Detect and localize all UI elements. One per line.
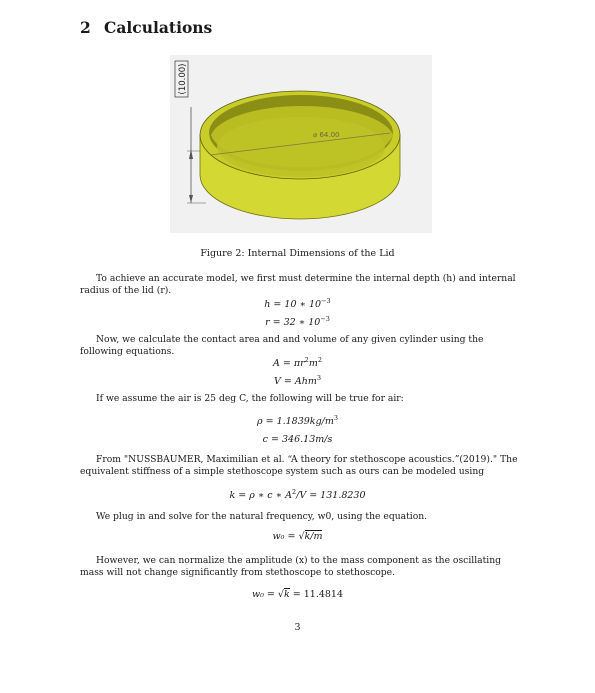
equation-w0-result-lhs: w₀ = <box>251 589 278 600</box>
section-heading <box>80 18 212 37</box>
equation-r <box>0 315 595 328</box>
equation-volume <box>0 374 595 387</box>
equation-density-exponent: 3 <box>333 414 338 422</box>
equation-stiffness-exponent: 2 <box>291 488 297 496</box>
lid-floor-highlight <box>217 117 385 177</box>
equation-w0-radicand: k/m <box>304 531 323 542</box>
equation-area-unit: m <box>308 358 318 369</box>
equation-h-text: h = 10 ∗ 10 <box>264 299 322 310</box>
equation-w0-result-radicand: k <box>283 589 290 600</box>
equation-r-text: r = 32 ∗ 10 <box>265 317 321 328</box>
height-dimension-text: (10.00) <box>178 63 188 95</box>
height-dimension-label <box>175 61 188 97</box>
section-number: 2 <box>80 18 91 37</box>
section-title: Calculations <box>104 18 213 37</box>
equation-area-exp2: 2 <box>317 356 322 364</box>
figure-caption: Figure 2: Internal Dimensions of the Lid <box>200 248 395 259</box>
paragraph-depth-radius: To achieve an accurate model, we first must determine the internal depth (h) and internal radius of the lid (r). <box>80 273 516 296</box>
equation-w0-result <box>0 589 595 600</box>
sqrt-symbol-2: √ <box>277 589 284 600</box>
paragraph-stiffness: From "NUSSBAUMER, Maximilian et al. “A theory for stethoscope acoustics.”(2019)." The equivalent stiffness of a simple stethoscope system such as ours can be modeled using <box>80 454 518 477</box>
equation-h <box>0 297 595 310</box>
equation-stiffness-result: /V = 131.8230 <box>296 490 366 501</box>
paragraph-normalize: However, we can normalize the amplitude (x) to the mass component as the oscillating mass will not change significantly from stethoscope to stethoscope. <box>80 555 502 578</box>
equation-w0-lhs: w₀ = <box>272 531 299 542</box>
equation-area <box>0 356 595 369</box>
sqrt-symbol: √ <box>298 531 305 542</box>
paragraph-natural-frequency: We plug in and solve for the natural frequency, w0, using the equation. <box>96 511 428 522</box>
lid-figure <box>170 55 432 233</box>
lid-render <box>170 55 432 233</box>
equation-speed: c = 346.13m/s <box>262 434 333 445</box>
equation-w0 <box>0 531 595 542</box>
equation-area-text: A = πr <box>273 358 305 369</box>
equation-density-text: ρ = 1.1839kg/m <box>256 416 334 427</box>
equation-volume-exponent: 3 <box>316 374 321 382</box>
page-number: 3 <box>294 622 301 633</box>
paragraph-area-volume: Now, we calculate the contact area and and volume of any given cylinder using the following equations. <box>80 334 484 357</box>
equation-volume-text: V = Ahm <box>274 376 317 387</box>
equation-r-exponent: −3 <box>320 315 330 323</box>
paragraph-air: If we assume the air is 25 deg C, the following will be true for air: <box>96 393 404 404</box>
diameter-dimension-text: ⌀ 64.00 <box>313 131 340 139</box>
equation-density <box>0 414 595 427</box>
equation-h-exponent: −3 <box>321 297 331 305</box>
equation-stiffness <box>0 488 595 501</box>
equation-stiffness-text: k = ρ ∗ c ∗ A <box>229 490 292 501</box>
equation-area-exp1: 2 <box>304 356 309 364</box>
equation-w0-result-value: = 11.4814 <box>289 589 344 600</box>
